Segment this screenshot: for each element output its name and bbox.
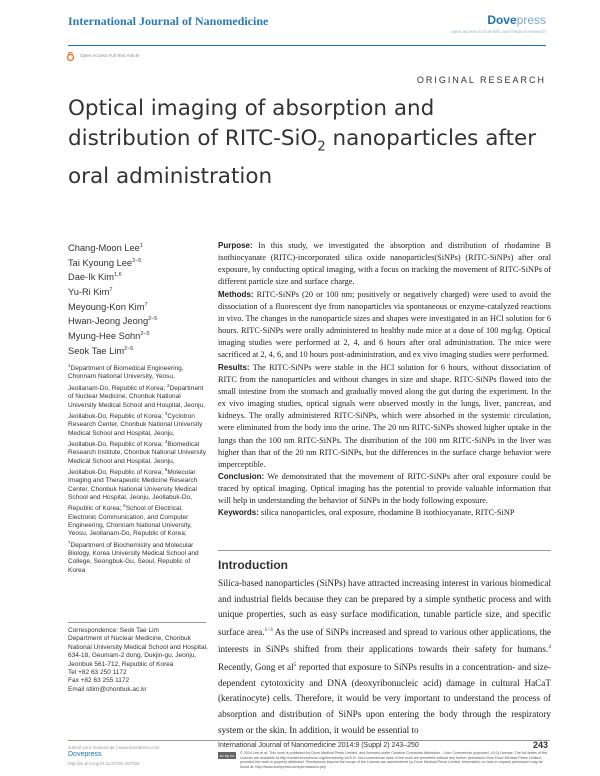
author-affil: 2–5 [140,331,150,338]
abstract [218,240,551,520]
citation-ref[interactable]: 1–3 [264,626,273,633]
author-list [68,240,157,358]
affil-num: 1 [68,363,71,368]
author-name: Yu-Ri Kim [68,287,110,298]
author[interactable] [68,269,157,284]
author-affil: 2–5 [132,257,142,264]
footer-divider [68,740,550,741]
footer-publisher: Dovepress [68,751,102,758]
title-part-1: Optical imaging of absorption and distribution of RITC-SiO [68,96,435,151]
affil-text: School of Electrical, Electronic Communication, and Computer Engineering, Chonnam National University, Yeosu, Jeollanam-Do, Republic of Korea; [68,505,192,538]
correspondence-divider [68,622,206,623]
affil-text: Department of Biomedical Engineering, Chonnam National University, Yeosu, Jeollanam-Do, Republic of Korea; [68,365,184,392]
title-part-2: nanoparticles after oral administration [68,126,537,190]
correspondence-tel: Tel +82 63 250 1172 [68,669,127,677]
affil-text: Biomedical Research Institute, Chonbuk National University Medical School and Hospital, Jeonju, Jeollabuk-Do, Republic of Korea; [68,441,207,477]
intro-text: reported that exposure to SiNPs results in a concentration- and size-dependent cytotoxicity and DNA (deoxyribonucleic acid) damage in cultural HaCaT (keratinocyte) cells. Therefore, it would be very important to understand the process of absorption and distribution of SiNPs upon entering the body through the respiratory system or the skin. In addition, it would be essential to [218,662,551,735]
affil-num: 5 [164,466,168,472]
intro-text: Silica-based nanoparticles (SiNPs) have attracted increasing interest in various biomedical and industrial fields because they can be prepared by a simple synthetic process and with unique properties, such as easy surface modification, tunable particle size, and specific surface area. [218,578,551,637]
open-access-label: Open Access Full Text Article [80,53,140,58]
open-access-icon [66,52,75,61]
methods-label: Methods: [218,289,254,299]
author-affil: 1 [139,243,143,249]
abstract-keywords [218,507,551,519]
abstract-results [218,362,551,471]
author[interactable] [68,240,157,255]
affil-text: Department of Nuclear Medicine, Chonbuk National University Medical School and Hospital, Jeonju, Jeollabuk-Do, Republic of Korea; [68,384,205,420]
correspondence-fax: Fax +82 63 255 1172 [68,677,130,685]
header-divider [68,45,546,46]
affil-num: 4 [164,438,168,444]
author-name: Myung-Hee Sohn [68,331,141,342]
correspondence [68,627,208,694]
page-number: 243 [533,740,549,750]
intro-text: Recently, Gong et al [218,662,294,673]
keywords-label: Keywords: [218,508,259,518]
intro-text: As the use of SiNPs increased and spread to various other applications, the interests in SiNPs shifted from their applications towards their safety for humans. [218,626,551,655]
abstract-methods [218,289,551,362]
author-affil: 1,6 [113,272,122,279]
abstract-divider [218,550,551,551]
affiliations [68,362,206,575]
citation-ref[interactable]: 4 [548,644,551,651]
correspondence-email[interactable]: Email stlim@chonbuk.ac.kr [68,685,147,693]
introduction-body [218,576,551,738]
publisher-logo-light: press [516,13,546,27]
author-affil: 2–5 [124,345,134,352]
license-text: © 2014 Lee et al. This work is published by Dove Medical Press Limited, and licensed under Creative Commons Attribution – Non Commercial (unported, v3.0) License. The full terms of the License are available at http://creativecommons.org/licenses/by-nc/3.0/. Non-commercial uses of the work are permitted without any further permission from Dove Medical Press Limited, provided the work is properly attributed. Permissions beyond the scope of the License are administered by Dove Medical Press Limited. Information on how to request permission may be found at: http://www.dovepress.com/permissions.php [240,751,548,769]
author[interactable] [68,284,157,299]
author[interactable] [68,328,157,343]
author-name: Meyoung-Kon Kim [68,301,145,312]
author[interactable] [68,255,157,270]
article-type: ORIGINAL RESEARCH [416,75,546,85]
journal-name: International Journal of Nanomedicine [68,14,269,28]
doi-link[interactable]: http://dx.doi.org/10.2147/IJN.S57926 [68,761,140,766]
author-name: Dae-Ik Kim [68,272,114,283]
submit-manuscript-link[interactable]: submit your manuscript | www.dovepress.com [68,745,160,750]
correspondence-address: Department of Nuclear Medicine, Chonbuk National University Medical School and Hospital, 634-18, Geumam-2 dong, Dukjin-gu, Jeonju, Jeonbuk 561-712, Republic of Korea [68,635,208,668]
author-affil: 2–5 [148,316,158,323]
methods-text: RITC-SiNPs (20 or 100 nm; positively or negatively charged) were used to avoid the dissociation of a fluorescent dye from nanoparticles via spontaneous or enzyme-catalyzed reactions in vivo. The changes in the nanoparticle sizes and shapes were investigated in an HCl solution for 6 hours. RITC-SiNPs were orally administered to healthy nude mice at a dose of 100 mg/kg. Optical imaging studies were performed at 2, 4, and 6 hours after oral administration. The mice were sacrificed at 2, 4, 6, and 10 hours post-administration, and ex vivo imaging studies were performed. [218,289,551,360]
conclusion-label: Conclusion: [218,471,265,481]
results-text: The RITC-SiNPs were stable in the HCl solution for 6 hours, without dissociation of RITC from the nanoparticles and without changes in size and shape. RITC-SiNPs flowed into the small intestine from the stomach and gradually moved along the gut during the experiment. In the ex vivo imaging studies, optical signals were observed mostly in the lungs, liver, pancreas, and kidneys. The orally administered RITC-SiNPs, which were absorbed in the systemic circulation, were eliminated from the body into the urine. The 20 nm RITC-SiNPs showed higher uptake in the lungs than the 100 nm RITC-SiNPs. The distribution of the 100 nm RITC-SiNPs in the liver was higher than that of the 20 nm RITC-SiNPs, but the differences in the surface charge behavior were imperceptible. [218,362,551,469]
affil-num: 6 [123,503,126,509]
author-name: Chang-Moon Lee [68,243,140,254]
abstract-conclusion [218,471,551,507]
section-heading-introduction: Introduction [218,558,288,572]
citation-ref[interactable]: 5 [293,662,297,669]
author[interactable] [68,313,157,328]
conclusion-text: We demonstrated that the movement of RITC-SiNPs after oral exposure could be traced by optical imaging. Optical imaging has the potential to provide valuable information that will help in understanding the behavior of SiNPs in the body following exposure. [218,471,551,506]
affil-text: Molecular Imaging and Therapeutic Medicine Research Center, Chonbuk National University Medical School and Hospital, Jeonju, Jeollabuk-Do, Republic of Korea; [68,469,198,513]
affil-text: Department of Biochemistry and Molecular Biology, Korea University Medical School and College, Seongbuk-Gu, Seoul, Republic of Korea [68,541,199,574]
affil-num: 3 [164,410,168,416]
author[interactable] [68,343,157,358]
publisher-logo-bold: Dove [487,13,517,27]
affil-text: Cyclotron Research Center, Chonbuk National University Medical School and Hospital, Jeonju, Jeollabuk-Do, Republic of Korea; [68,412,203,448]
creative-commons-icon: cc by nc [219,753,235,758]
affil-num: 7 [68,539,71,545]
author-affil: 7 [109,287,113,294]
affil-num: 2 [167,382,170,388]
article-title [68,94,548,192]
author-name: Tai Kyoung Lee [68,257,133,268]
keywords-text: silica nanoparticles, oral exposure, rhodamine B isothiocyanate, RITC-SiNP [258,508,515,518]
author[interactable] [68,299,157,314]
author-name: Hwan-Jeong Jeong [68,316,149,327]
author-name: Seok Tae Lim [68,345,125,356]
publisher-logo[interactable] [487,13,546,27]
publisher-tagline: open access to scientific and medical research [451,29,546,34]
citation-line: International Journal of Nanomedicine 2014:9 (Suppl 2) 243–250 [218,742,419,749]
abstract-purpose [218,240,551,289]
correspondence-name: Correspondence: Seok Tae Lim [68,627,159,634]
title-subscript: 2 [317,139,326,155]
results-label: Results: [218,362,250,372]
purpose-label: Purpose: [218,241,253,250]
purpose-text: In this study, we investigated the absorption and distribution of rhodamine B isothiocyanate (RITC)-incorporated silica oxide nanoparticles(SiNPs) (RITC-SiNPs) after oral exposure, by conducting optical imaging, with a focus on tracking the movement of RITC-SiNPs of different particle size and surface charge. [218,241,551,287]
author-affil: 7 [144,301,148,308]
